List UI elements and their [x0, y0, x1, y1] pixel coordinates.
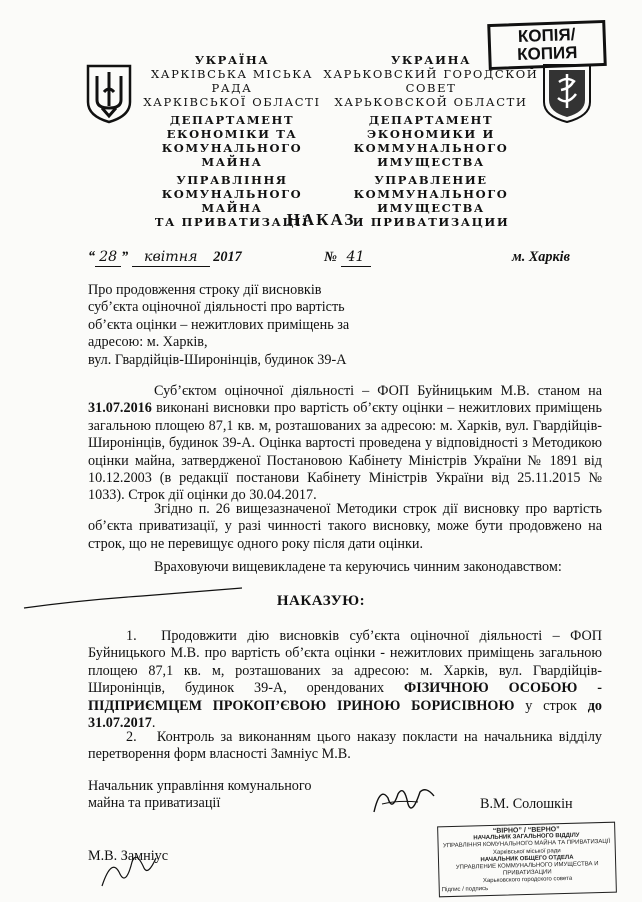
- verified-stamp: [437, 822, 617, 897]
- verified-stamp-line8: Підпис / подпись: [441, 885, 489, 893]
- signature-icon: [368, 782, 438, 822]
- verified-stamp-line3: УПРАВЛІННЯ КОМУНАЛЬНОГО МАЙНА ТА ПРИВАТИЗАЦІЇ: [442, 839, 611, 850]
- header-left: [132, 53, 332, 229]
- header-right-region: ХАРЬКОВСКОЙ ОБЛАСТИ: [334, 95, 528, 109]
- date-open-quote: “: [88, 249, 96, 265]
- order-heading: НАКАЗУЮ:: [276, 593, 366, 609]
- verified-stamp-line2: НАЧАЛЬНИК ЗАГАЛЬНОГО ВІДДІЛУ: [473, 832, 580, 842]
- executor-name: М.В. Замніус: [88, 848, 169, 864]
- order-item-1-a: Продовжити дію висновків суб’єкта оціночної діяльності – ФОП Буйницького М.В. про вартість об’єкта оцінки - нежитлових приміщень загальною площею 87,1 кв. м, розташованих за адресою: м. Харків, вул. Гвардійців-Широнінців, будинок 39-А, орендованих: [88, 628, 602, 697]
- order-item-1-e: .: [151, 715, 156, 732]
- header-right-administration-2: КОММУНАЛЬНОГО ИМУЩЕСТВА: [353, 187, 509, 215]
- order-item-1: [88, 628, 602, 732]
- paragraph-1-a: Суб’єктом оціночної діяльності – ФОП Буйницьким М.В. станом на: [154, 383, 602, 399]
- paragraph-2: Згідно п. 26 вищезазначеної Методики строк дії висновку про вартість об’єкта приватизації, у разі чинності такого висновку, може бути продовжено на строк, що не перевищує одного року після дати оцінки.: [88, 501, 602, 552]
- subject-block: [88, 282, 408, 369]
- verified-stamp-line5: НАЧАЛЬНИК ОБЩЕГО ОТДЕЛА: [480, 854, 574, 864]
- order-number: [324, 249, 371, 267]
- signer-title-line2: майна та приватизації: [88, 795, 221, 812]
- header-right-council: ХАРЬКОВСКИЙ ГОРОДСКОЙ: [323, 67, 539, 81]
- order-item-2: [88, 729, 602, 764]
- verified-stamp-title: “ВІРНО” / “ВЕРНО”: [492, 826, 560, 835]
- order-number-value: 41: [341, 249, 371, 267]
- header-right-administration-3: И ПРИВАТИЗАЦИИ: [352, 215, 510, 229]
- header-left-country: УКРАЇНА: [194, 53, 270, 67]
- order-item-2-text: Контроль за виконанням цього наказу покласти на начальника відділу перетворення форм власності Замніус М.В.: [88, 729, 602, 763]
- date-day: 28: [95, 249, 121, 267]
- date-year: 2017: [213, 249, 242, 265]
- executor-signature-icon: [98, 846, 158, 890]
- header-left-department: ДЕПАРТАМЕНТ: [169, 113, 295, 127]
- header-left-administration-3: ТА ПРИВАТИЗАЦІЇ: [154, 215, 310, 229]
- city-emblem-icon: [541, 62, 593, 124]
- paragraph-1: [88, 383, 602, 505]
- header-left-administration-2: КОМУНАЛЬНОГО МАЙНА: [161, 187, 303, 215]
- city: м. Харків: [512, 249, 570, 265]
- header-right-administration: УПРАВЛЕНИЕ: [374, 173, 488, 187]
- header-left-department-2: ЕКОНОМІКИ ТА: [166, 127, 298, 141]
- header-right-country: УКРАИНА: [390, 53, 472, 67]
- order-item-1-c: у строк: [514, 697, 588, 714]
- header-left-department-3: КОМУНАЛЬНОГО МАЙНА: [161, 141, 303, 169]
- document-title: НАКАЗ: [286, 210, 356, 229]
- order-item-1-number: 1.: [126, 628, 137, 644]
- subject-line: адресою: м. Харків,: [88, 334, 208, 351]
- header-left-administration: УПРАВЛІННЯ: [176, 173, 288, 187]
- order-item-2-number: 2.: [126, 729, 137, 745]
- trident-emblem-icon: [84, 62, 134, 124]
- date-month: квітня: [132, 249, 210, 267]
- header-right-department-2: КОММУНАЛЬНОГО ИМУЩЕСТВА: [353, 141, 509, 169]
- verified-stamp-line4: Харківської міської ради: [492, 847, 561, 856]
- subject-line: суб’єкта оціночної діяльності про вартість: [88, 299, 345, 316]
- subject-line: об’єкта оцінки – нежитлових приміщень за: [88, 316, 350, 333]
- signer-title-line1: Начальник управління комунального: [88, 778, 312, 794]
- paragraph-1-c: виконані висновки про вартість об’єкту оцінки – нежитлових приміщень загальною площею 87,1 кв. м, розташованих за адресою: м. Харків, вул. Гвардійців-Широнінців, будинок 39-А. Оцінка вартості проведена у відповідності з Методикою оцінки майна, затвердженої Постановою Кабінету Міністрів України № 1891 від 10.12.2003 (в редакції постанови Кабінету Міністрів України від 25.11.2015 № 1033). Строк дії оцінки до 30.04.2017.: [88, 400, 602, 504]
- header-right-council-2: СОВЕТ: [405, 81, 457, 95]
- paragraph-3: Враховуючи вищевикладене та керуючись чинним законодавством:: [154, 559, 562, 575]
- header-right-department: ДЕПАРТАМЕНТ ЭКОНОМИКИ И: [367, 113, 495, 141]
- header-left-region: ХАРКІВСЬКОЇ ОБЛАСТІ: [143, 95, 321, 109]
- header-right: [322, 53, 540, 229]
- order-item-1-person: ФІЗИЧНОЮ ОСОБОЮ - ПІДПРИЄМЦЕМ ПРОКОП’ЄВОЮ ІРИНОЮ БОРИСІВНОЮ: [88, 680, 602, 714]
- header-left-council: ХАРКІВСЬКА МІСЬКА РАДА: [150, 67, 314, 95]
- verified-stamp-line7: Харьковского городского совета: [482, 876, 573, 885]
- copy-stamp-line1: КОПІЯ/: [517, 25, 576, 47]
- order-item-1-deadline: до 31.07.2017: [88, 697, 602, 732]
- date-line: [88, 249, 242, 267]
- signer-title: [88, 778, 348, 813]
- signer-name: В.М. Солошкін: [480, 796, 573, 812]
- order-number-label: №: [324, 249, 337, 265]
- subject-line: вул. Гвардійців-Широнінців, будинок 39-А: [88, 351, 347, 368]
- date-close-quote: ”: [121, 249, 129, 265]
- paragraph-1-date: 31.07.2016: [88, 400, 152, 417]
- subject-line: Про продовження строку дії висновків: [88, 282, 322, 298]
- verified-stamp-line6: УПРАВЛЕНИЕ КОММУНАЛЬНОГО ИМУЩЕСТВА И ПРИВАТИЗАЦИИ: [455, 861, 599, 877]
- copy-stamp-line2: КОПИЯ: [516, 42, 578, 65]
